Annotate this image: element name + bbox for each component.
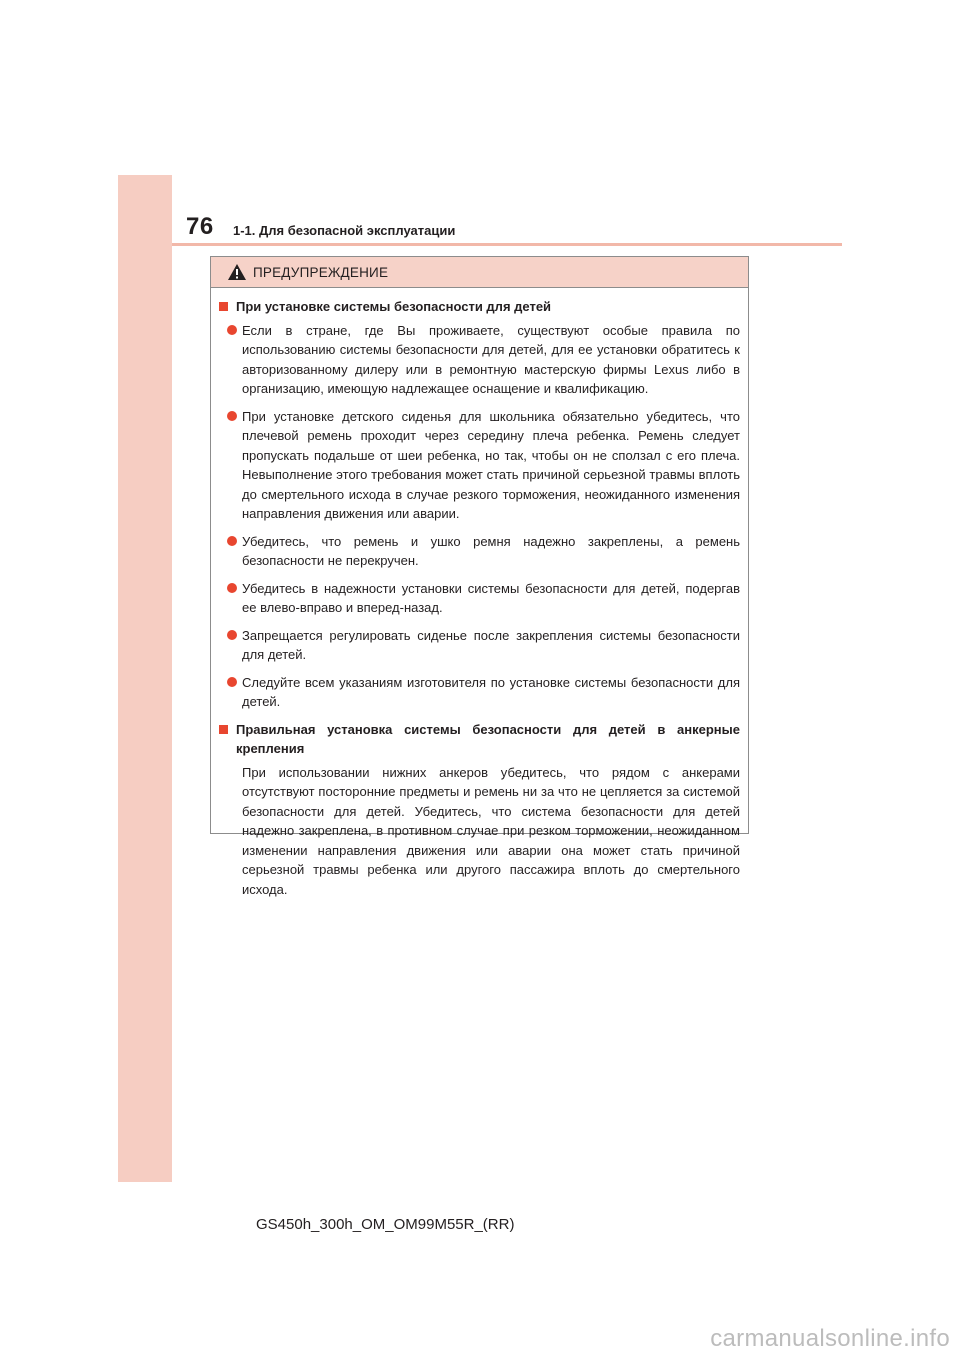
warning-box — [210, 256, 749, 897]
round-bullet-icon — [227, 325, 237, 335]
section-title: 1-1. Для безопасной эксплуатации — [233, 223, 456, 238]
list-item: Если в стране, где Вы проживаете, существуют особые правила по использованию системы безопасности для детей, для ее установки обратитесь к авторизованному дилеру или в ремонтную мастерскую фирмы Lexus либо в организацию, имеющую надлежащее оснащение и квалификацию. — [219, 321, 740, 399]
list-item: Убедитесь в надежности установки системы безопасности для детей, подергав ее влево-вправо и вперед-назад. — [219, 579, 740, 618]
square-bullet-icon — [219, 302, 228, 311]
list-item: При установке детского сиденья для школьника обязательно убедитесь, что плечевой ремень проходит через середину плеча ребенка. Ремень следует пропускать подальше от шеи ребенка, но так, чтобы он не сползал с его плеча. Невыполнение этого требования может стать причиной серьезной травмы вплоть до смертельного исхода в случае резкого торможения, неожиданного изменения направления движения или аварии. — [219, 407, 740, 524]
round-bullet-icon — [227, 677, 237, 687]
header-divider — [172, 243, 842, 246]
round-bullet-icon — [227, 583, 237, 593]
warning-header — [211, 257, 748, 288]
warning-body — [211, 288, 748, 899]
square-bullet-icon — [219, 725, 228, 734]
round-bullet-icon — [227, 536, 237, 546]
watermark: carmanualsonline.info — [710, 1325, 950, 1352]
warning-triangle-icon — [227, 263, 247, 281]
section-heading: При установке системы безопасности для детей — [219, 297, 740, 317]
side-tab-band — [118, 175, 172, 1182]
page-number: 76 — [186, 213, 214, 240]
round-bullet-icon — [227, 411, 237, 421]
warning-title: ПРЕДУПРЕЖДЕНИЕ — [253, 264, 389, 280]
round-bullet-icon — [227, 630, 237, 640]
list-item: Следуйте всем указаниям изготовителя по установке системы безопасности для детей. — [219, 673, 740, 712]
document-code: GS450h_300h_OM_OM99M55R_(RR) — [256, 1216, 515, 1233]
section-heading: Правильная установка системы безопасности для детей в анкерные крепления — [219, 720, 740, 759]
list-item: Запрещается регулировать сиденье после закрепления системы безопасности для детей. — [219, 626, 740, 665]
section-paragraph: При использовании нижних анкеров убедитесь, что рядом с анкерами отсутствуют посторонние предметы и ремень ни за что не цепляется за системой безопасности для детей. Убедитесь, что система безопасности для детей надежно закреплена, в противном случае при резком торможении, неожиданном изменении направления движения или аварии она может стать причиной серьезной травмы ребенка или другого пассажира вплоть до смертельного исхода. — [242, 764, 740, 897]
list-item: Убедитесь, что ремень и ушко ремня надежно закреплены, а ремень безопасности не перекручен. — [219, 532, 740, 571]
